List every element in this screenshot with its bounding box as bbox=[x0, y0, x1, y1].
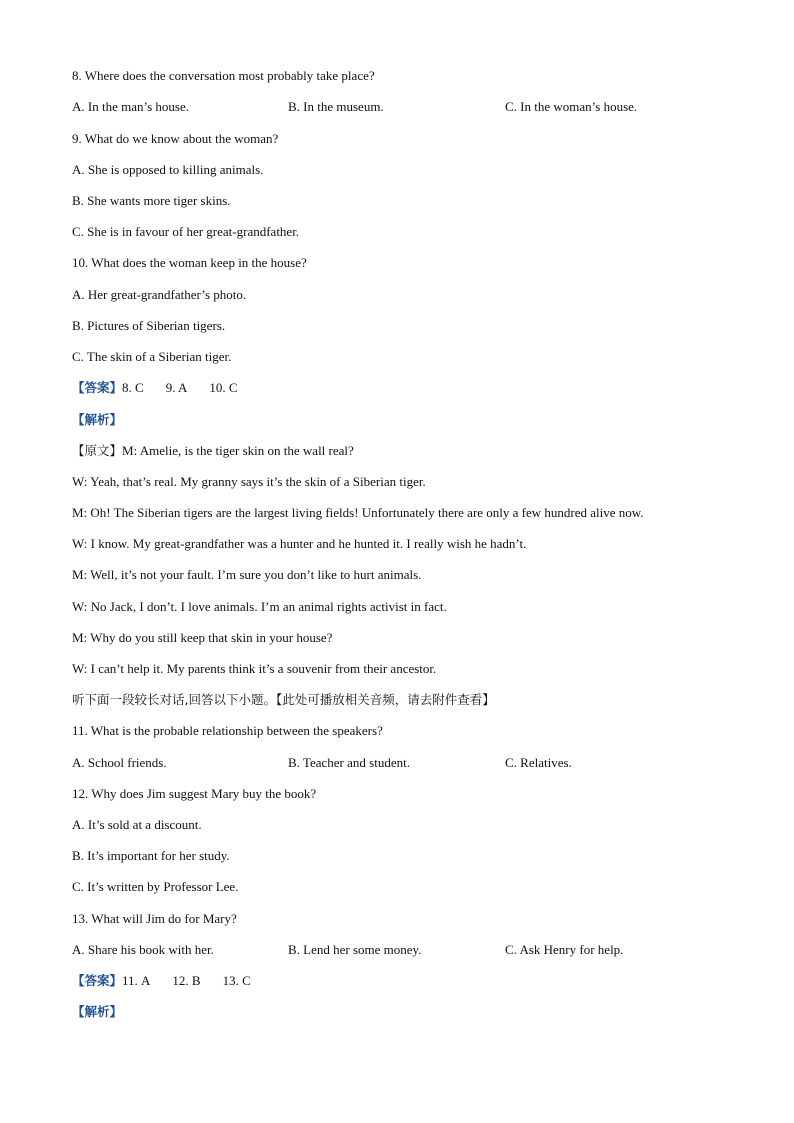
question-11: 11. What is the probable relationship between the speakers? bbox=[72, 723, 383, 738]
q12-option-b: B. It’s important for her study. bbox=[72, 848, 230, 863]
answer-8: 8. C bbox=[122, 380, 144, 395]
answer-label: 【答案】 bbox=[72, 380, 123, 395]
question-13: 13. What will Jim do for Mary? bbox=[72, 911, 237, 926]
q10-option-b: B. Pictures of Siberian tigers. bbox=[72, 318, 226, 333]
q13-option-a: A. Share his book with her. bbox=[72, 942, 214, 957]
q13-option-c: C. Ask Henry for help. bbox=[505, 942, 624, 957]
transcript-first-line bbox=[72, 443, 354, 459]
analysis-label-2: 【解析】 bbox=[72, 1004, 123, 1019]
transcript-line: M: Oh! The Siberian tigers are the largest living fields! Unfortunately there are only a few hundred alive now. bbox=[72, 505, 644, 520]
answer-11: 11. A bbox=[122, 973, 151, 988]
answer-12: 12. B bbox=[172, 973, 201, 988]
q11-option-c: C. Relatives. bbox=[505, 755, 572, 770]
transcript-line: M: Amelie, is the tiger skin on the wall real? bbox=[122, 443, 354, 458]
transcript-label: 【原文】 bbox=[72, 443, 123, 458]
q8-option-a: A. In the man’s house. bbox=[72, 99, 189, 114]
transcript-line: W: I know. My great-grandfather was a hunter and he hunted it. I really wish he hadn’t. bbox=[72, 536, 527, 551]
q11-option-a: A. School friends. bbox=[72, 755, 167, 770]
q9-option-a: A. She is opposed to killing animals. bbox=[72, 162, 264, 177]
transcript-line: M: Why do you still keep that skin in your house? bbox=[72, 630, 333, 645]
transcript-line: M: Well, it’s not your fault. I’m sure you don’t like to hurt animals. bbox=[72, 567, 422, 582]
q11-option-b: B. Teacher and student. bbox=[288, 755, 410, 770]
question-8: 8. Where does the conversation most probably take place? bbox=[72, 68, 375, 83]
q12-option-a: A. It’s sold at a discount. bbox=[72, 817, 202, 832]
q12-option-c: C. It’s written by Professor Lee. bbox=[72, 879, 239, 894]
answer-label: 【答案】 bbox=[72, 973, 123, 988]
answer-10: 10. C bbox=[209, 380, 238, 395]
q9-option-b: B. She wants more tiger skins. bbox=[72, 193, 231, 208]
analysis-label-1: 【解析】 bbox=[72, 412, 123, 427]
question-10: 10. What does the woman keep in the house? bbox=[72, 255, 307, 270]
q10-option-a: A. Her great-grandfather’s photo. bbox=[72, 287, 247, 302]
q9-option-c: C. She is in favour of her great-grandfather. bbox=[72, 224, 300, 239]
answer-line-1 bbox=[72, 380, 238, 396]
question-12: 12. Why does Jim suggest Mary buy the book? bbox=[72, 786, 317, 801]
q8-option-b: B. In the museum. bbox=[288, 99, 384, 114]
transcript-line: W: I can’t help it. My parents think it’s a souvenir from their ancestor. bbox=[72, 661, 437, 676]
q10-option-c: C. The skin of a Siberian tiger. bbox=[72, 349, 232, 364]
answer-line-2 bbox=[72, 973, 251, 989]
answer-13: 13. C bbox=[222, 973, 251, 988]
transcript-line: W: No Jack, I don’t. I love animals. I’m an animal rights activist in fact. bbox=[72, 599, 447, 614]
answer-9: 9. A bbox=[165, 380, 188, 395]
q8-option-c: C. In the woman’s house. bbox=[505, 99, 638, 114]
listening-instruction: 听下面一段较长对话,回答以下小题。【此处可播放相关音频，请去附件查看】 bbox=[72, 692, 495, 707]
transcript-line: W: Yeah, that’s real. My granny says it’s the skin of a Siberian tiger. bbox=[72, 474, 426, 489]
question-9: 9. What do we know about the woman? bbox=[72, 131, 279, 146]
q13-option-b: B. Lend her some money. bbox=[288, 942, 422, 957]
